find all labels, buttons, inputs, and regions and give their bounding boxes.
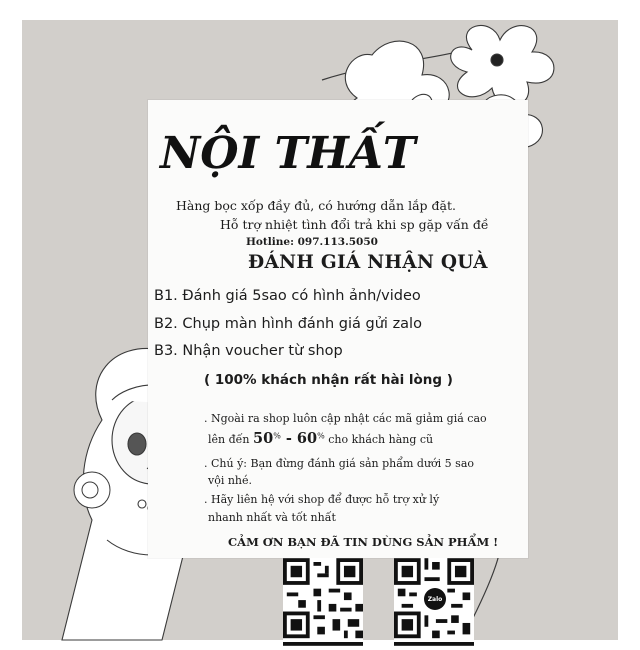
step-2: B2. Chụp màn hình đánh giá gửi zalo (154, 316, 422, 332)
poster-frame (22, 20, 618, 640)
discount-note-line-1: . Ngoài ra shop luôn cập nhật các mã giảm giá cao (204, 412, 487, 425)
qr-code-zalo[interactable] (394, 558, 474, 646)
zalo-badge: Zalo (424, 588, 446, 610)
discount-percent-low: 50 (253, 430, 274, 447)
rating-note-line-2: vội nhé. (208, 474, 253, 487)
qr-code-pattern (283, 558, 363, 646)
step-1: B1. Đánh giá 5sao có hình ảnh/video (154, 288, 421, 304)
discount-dash: - (280, 430, 297, 447)
discount-prefix: lên đến (208, 433, 253, 446)
contact-note-line-1: . Hãy liên hệ với shop để được hỗ trợ xử lý (204, 493, 440, 506)
contact-note-line-2: nhanh nhất và tốt nhất (208, 511, 336, 524)
intro-line-2: Hỗ trợ nhiệt tình đổi trả khi sp gặp vấn đề (220, 217, 489, 232)
hotline-text: Hotline: 097.113.5050 (246, 236, 378, 248)
satisfaction-note: ( 100% khách nhận rất hài lòng ) (204, 372, 453, 388)
discount-note-line-2 (208, 430, 433, 447)
percent-sign: % (317, 431, 325, 441)
qr-code-shop[interactable] (283, 558, 363, 646)
percent-sign: % (273, 431, 281, 441)
info-card (148, 100, 528, 558)
discount-percent-high: 60 (296, 430, 318, 447)
svg-text:NỘI THẤT: NỘI THẤT (160, 128, 416, 179)
intro-line-1: Hàng bọc xốp đầy đủ, có hướng dẫn lắp đặt. (176, 198, 456, 213)
thank-you-text: CẢM ƠN BẠN ĐÃ TIN DÙNG SẢN PHẨM ! (228, 535, 499, 549)
rating-note-line-1: . Chú ý: Bạn đừng đánh giá sản phẩm dưới 5 sao (204, 457, 475, 470)
review-heading: ĐÁNH GIÁ NHẬN QUÀ (248, 252, 488, 273)
discount-suffix: cho khách hàng cũ (324, 433, 434, 446)
brand-logo (156, 110, 416, 190)
step-3: B3. Nhận voucher từ shop (154, 343, 343, 359)
